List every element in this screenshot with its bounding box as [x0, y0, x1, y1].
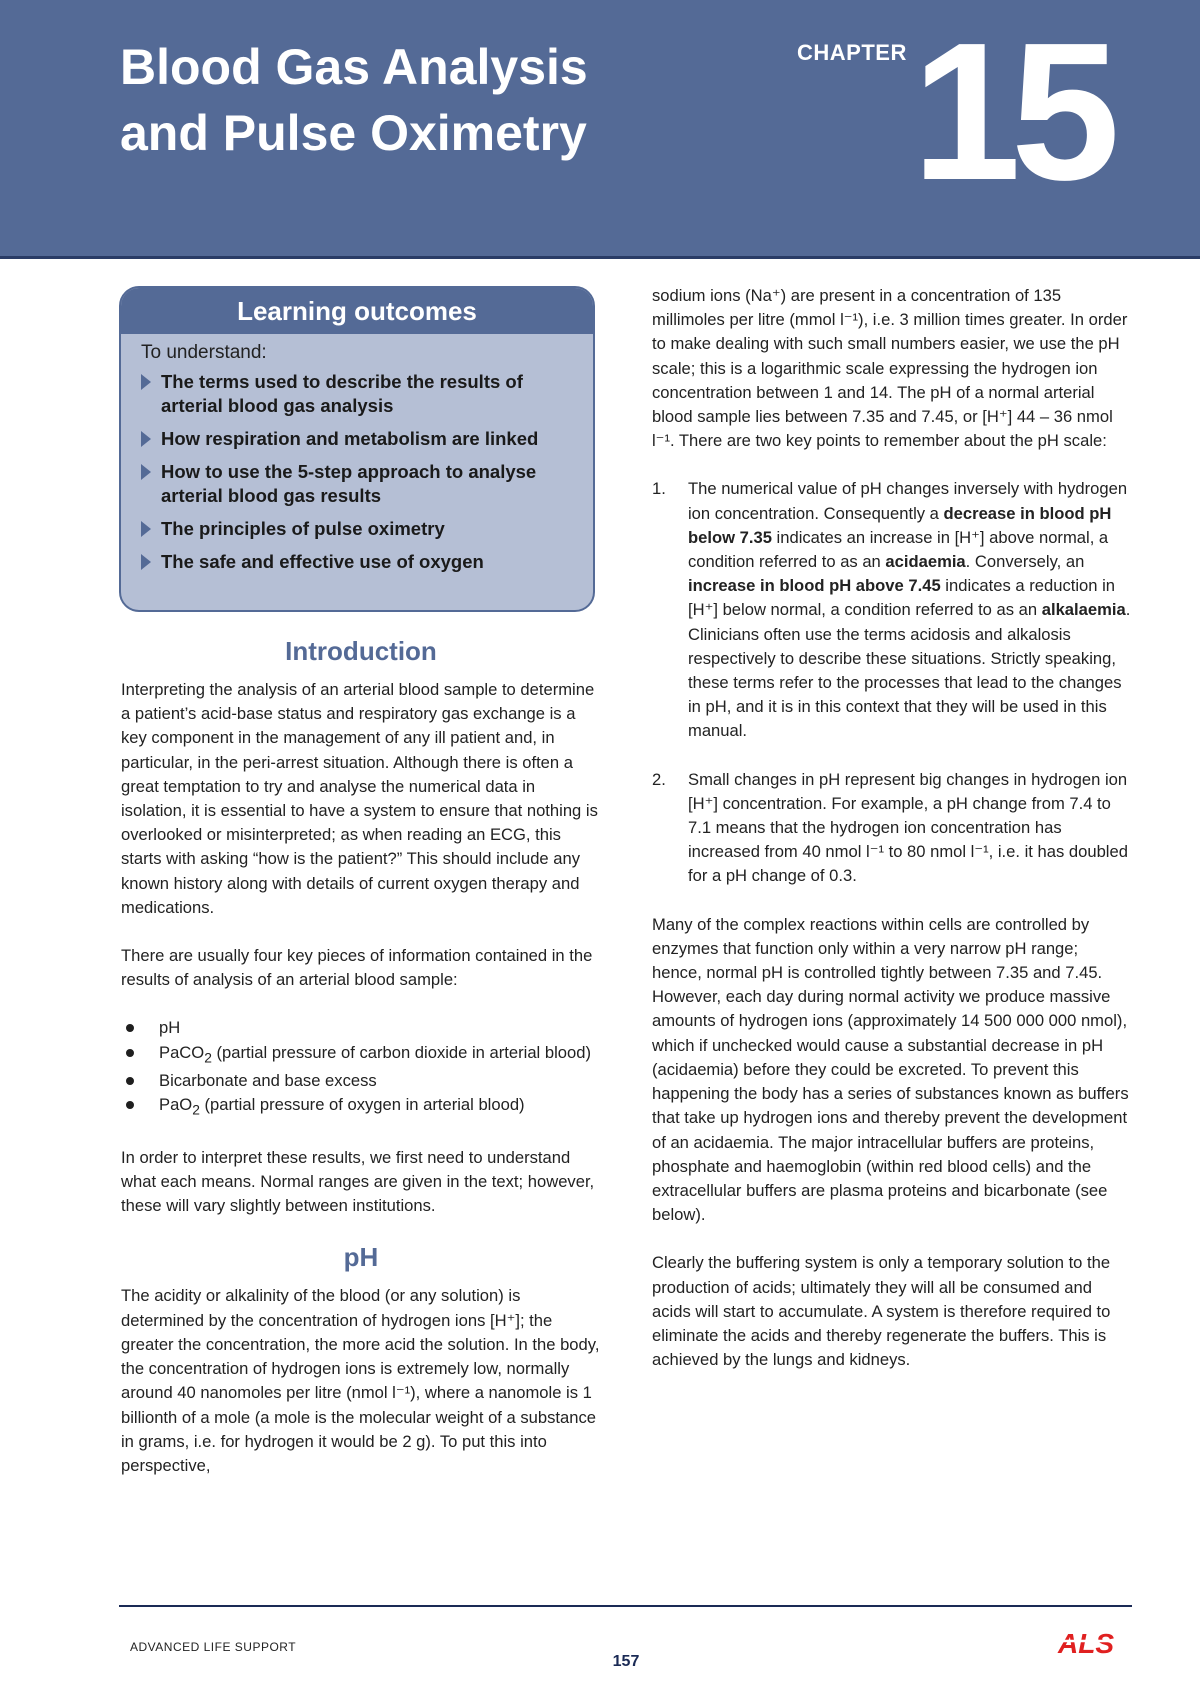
learning-outcome-item	[141, 460, 583, 508]
triangle-bullet-icon	[141, 521, 151, 537]
chapter-title	[120, 34, 588, 166]
introduction-paragraph-3: In order to interpret these results, we first need to understand what each means. Normal ranges are given in the text; however, these will vary slightly between institutions.	[121, 1147, 595, 1216]
list-item-text: pH	[159, 1018, 181, 1038]
list-item-text: PaO	[159, 1095, 193, 1115]
left-column	[121, 636, 601, 1502]
text-run: . Clinicians often use the terms acidosis and alkalosis respectively to describe these situations. Strictly speaking, these terms refer to the processes that lead to the changes in pH, and it is in this context that they will be used in this manual.	[688, 600, 1131, 741]
bullet-dot-icon	[126, 1024, 134, 1032]
subscript: 2	[192, 1101, 200, 1118]
footer-divider	[119, 1605, 1132, 1607]
chapter-label: CHAPTER	[797, 40, 907, 65]
chapter-header	[0, 0, 1200, 259]
list-number: 1.	[652, 479, 666, 499]
triangle-bullet-icon	[141, 464, 151, 480]
bold-text: acidaemia	[885, 552, 966, 572]
learning-outcome-item	[141, 550, 583, 574]
text-run: The numerical value of pH changes inversely with hydrogen ion concentration. Consequently a	[688, 479, 1128, 523]
learning-outcome-text: The safe and effective use of oxygen	[161, 551, 484, 572]
introduction-paragraph-2: There are usually four key pieces of information contained in the results of analysis of an arterial blood sample:	[121, 946, 593, 990]
list-item-text: (partial pressure of carbon dioxide in arterial blood)	[211, 1042, 591, 1062]
buffers-paragraph: Many of the complex reactions within cells are controlled by enzymes that function only within a very narrow pH range; hence, normal pH is controlled tightly between 7.35 and 7.45. However, each day during normal activity we produce massive amounts of hydrogen ions (approximately 14 500 000 000 nmol), which if unchecked would cause a substantial decrease in pH (acidaemia) before they could be excreted. To prevent this happening the body has a series of substances known as buffers that take up hydrogen ions and thereby prevent the development of an acidaemia. The major intracellular buffers are proteins, phosphate and haemoglobin (within red blood cells) and the extracellular buffers are plasma proteins and bicarbonate (see below).	[652, 914, 1129, 1225]
learning-outcome-item	[141, 517, 583, 541]
text-run: . Conversely, an	[965, 552, 1085, 572]
list-item	[652, 477, 1132, 743]
learning-outcome-text: The principles of pulse oximetry	[161, 518, 445, 539]
bold-text: increase in blood pH above 7.45	[688, 576, 941, 596]
right-column	[652, 284, 1132, 1396]
text-run: Small changes in pH represent big changes in hydrogen ion [H⁺] concentration. For example, a pH change from 7.4 to 7.1 means that the hydrogen ion concentration has increased from 40 nmol l⁻¹ to 80 nmol l⁻¹, i.e. it has doubled for a pH change of 0.3.	[688, 769, 1128, 886]
learning-outcomes-list	[121, 370, 593, 574]
bold-text: decrease in blood pH below 7.35	[688, 503, 1112, 547]
bold-text: alkalaemia	[1041, 600, 1126, 620]
bullet-dot-icon	[126, 1077, 134, 1085]
triangle-bullet-icon	[141, 554, 151, 570]
learning-outcomes-intro: To understand:	[141, 342, 267, 363]
ph-continued-paragraph: sodium ions (Na⁺) are present in a concentration of 135 millimoles per litre (mmol l⁻¹), i.e. 3 million times greater. In order to make dealing with such small numbers easier, we use the pH scale; this is a logarithmic scale expressing the hydrogen ion concentration between 1 and 14. The pH of a normal arterial blood sample lies between 7.35 and 7.45, or [H⁺] 44 – 36 nmol l⁻¹. There are two key points to remember about the pH scale:	[652, 286, 1128, 451]
introduction-paragraph-1: Interpreting the analysis of an arterial blood sample to determine a patient’s acid-base status and respiratory gas exchange is a key component in the management of any ill patient and, in particular, in the peri-arrest situation. Although there is often a great temptation to try and analyse the numerical data in isolation, it is essential to have a system to ensure that nothing is overlooked or misinterpreted; as when reading an ECG, this starts with asking “how is the patient?” This should include any known history along with details of current oxygen therapy and medications.	[121, 680, 598, 917]
ph-paragraph-1: The acidity or alkalinity of the blood (or any solution) is determined by the concentration of hydrogen ions [H⁺]; the greater the concentration, the more acid the solution. In the body, the concentration of hydrogen ions is extremely low, normally around 40 nanomoles per litre (nmol l⁻¹), where a nanomole is 1 billionth of a mole (a mole is the molecular weight of a substance in grams, i.e. for hydrogen it would be 2 g). To put this into perspective,	[121, 1286, 600, 1475]
ph-heading: pH	[343, 1242, 379, 1273]
chapter-number: 15	[912, 2, 1111, 221]
subscript: 2	[204, 1048, 212, 1065]
key-information-list	[121, 1016, 601, 1121]
text-run: indicates an increase in [H⁺] above normal, a condition referred to as an	[688, 527, 1109, 572]
learning-outcome-text: The terms used to describe the results of arterial blood gas analysis	[161, 371, 523, 416]
list-item	[121, 1016, 601, 1040]
logo-text: ALS	[1058, 1628, 1114, 1657]
list-item-text: Bicarbonate and base excess	[159, 1071, 377, 1091]
bullet-dot-icon	[126, 1049, 134, 1057]
learning-outcomes-box	[119, 286, 595, 612]
learning-outcome-item	[141, 370, 583, 418]
learning-outcomes-heading: Learning outcomes	[121, 288, 593, 334]
list-item	[121, 1093, 601, 1122]
learning-outcome-text: How respiration and metabolism are linked	[161, 428, 539, 449]
ph-key-points-list	[652, 477, 1132, 888]
buffering-system-paragraph: Clearly the buffering system is only a temporary solution to the production of acids; ultimately they will all be consumed and acids will start to accumulate. A system is therefore required to eliminate the acids and thereby regenerate the buffers. This is achieved by the lungs and kidneys.	[652, 1253, 1111, 1370]
list-item	[121, 1041, 601, 1070]
list-number: 2.	[652, 769, 666, 789]
als-logo-icon	[1050, 1627, 1122, 1657]
learning-outcome-text: How to use the 5-step approach to analyse arterial blood gas results	[161, 461, 537, 506]
bullet-dot-icon	[126, 1101, 134, 1109]
introduction-heading: Introduction	[285, 636, 437, 666]
learning-outcome-item	[141, 427, 583, 451]
list-item	[652, 768, 1132, 889]
page-number: 157	[612, 1653, 640, 1670]
text-run: indicates a reduction in [H⁺] below normal, a condition referred to as an	[688, 576, 1116, 620]
chapter-title-line-2: and Pulse Oximetry	[120, 105, 587, 161]
list-item-text: PaCO	[159, 1042, 205, 1062]
list-item-text: (partial pressure of oxygen in arterial blood)	[199, 1095, 525, 1115]
triangle-bullet-icon	[141, 374, 151, 390]
footer-publication-name: ADVANCED LIFE SUPPORT	[130, 1640, 297, 1654]
chapter-title-line-1: Blood Gas Analysis	[120, 39, 588, 95]
list-item	[121, 1069, 601, 1093]
triangle-bullet-icon	[141, 431, 151, 447]
